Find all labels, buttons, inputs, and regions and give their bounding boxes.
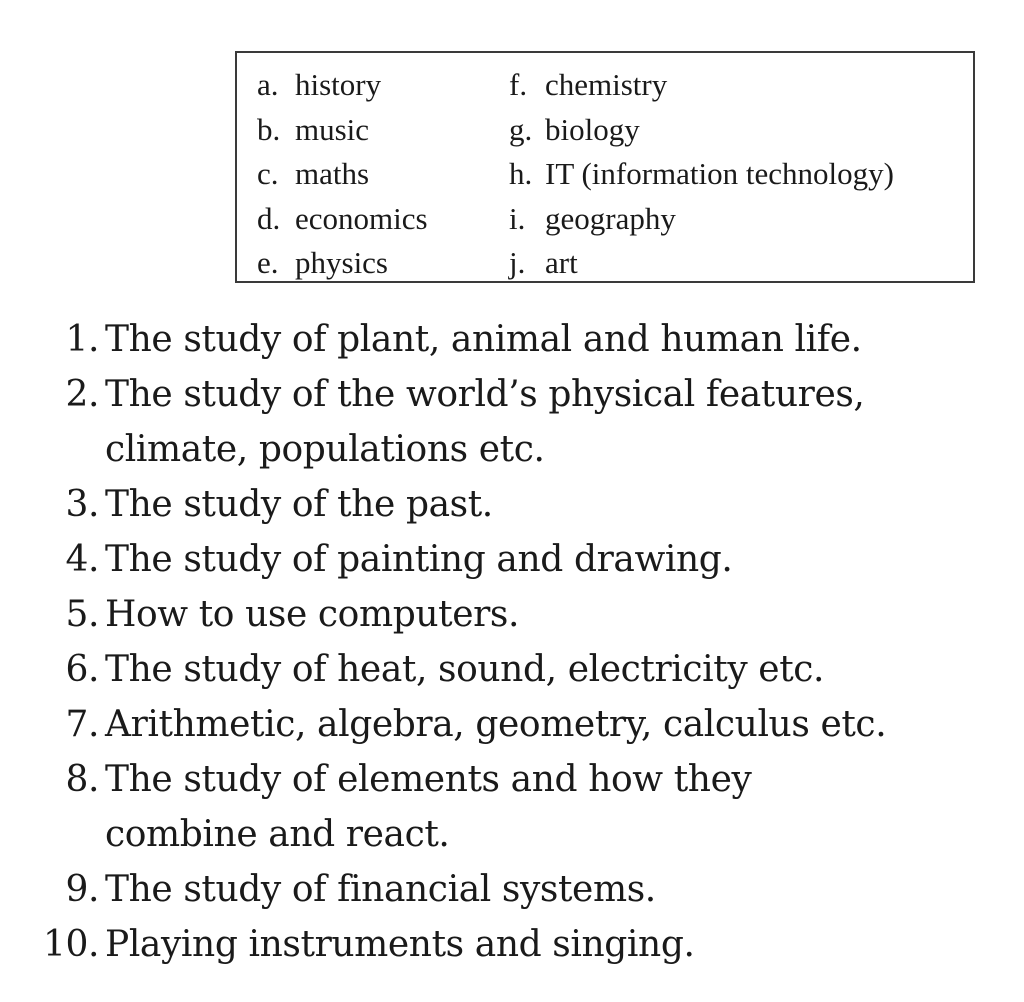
definition-number: 9. xyxy=(65,869,99,910)
definition-item xyxy=(0,312,1024,367)
definition-item xyxy=(0,642,1024,697)
definition-item xyxy=(0,477,1024,532)
definition-item xyxy=(0,367,1024,477)
word-box-item xyxy=(509,241,894,286)
definition-number: 1. xyxy=(65,319,99,360)
definition-text: The study of elements and how they combine and react. xyxy=(105,759,752,855)
item-letter: h. xyxy=(509,156,533,192)
word-box-item xyxy=(257,241,428,286)
item-word: economics xyxy=(295,200,428,236)
definition-item xyxy=(0,697,1024,752)
word-box-right-column xyxy=(509,63,894,286)
word-box-item xyxy=(509,63,894,108)
definition-item xyxy=(0,752,1024,862)
word-box-item xyxy=(509,197,894,242)
item-letter: d. xyxy=(257,200,281,236)
item-letter: e. xyxy=(257,245,279,281)
word-box-item xyxy=(257,108,428,153)
definition-text: The study of the world’s physical features, climate, populations etc. xyxy=(105,374,865,470)
item-word: music xyxy=(295,111,370,147)
item-word: biology xyxy=(545,111,640,147)
item-word: art xyxy=(545,245,578,281)
word-box-item xyxy=(257,197,428,242)
definition-text: The study of heat, sound, electricity etc. xyxy=(105,649,825,690)
item-word: geography xyxy=(545,200,676,236)
definition-number: 6. xyxy=(65,649,99,690)
item-letter: b. xyxy=(257,111,281,147)
definition-item xyxy=(0,862,1024,917)
word-box-item xyxy=(509,152,894,197)
item-letter: i. xyxy=(509,200,526,236)
word-box-item xyxy=(509,108,894,153)
definition-text: The study of the past. xyxy=(105,484,493,525)
definition-item xyxy=(0,532,1024,587)
word-box-left-column xyxy=(257,63,428,286)
definition-number: 8. xyxy=(65,759,99,800)
definition-number: 2. xyxy=(65,374,99,415)
item-letter: c. xyxy=(257,156,279,192)
item-word: physics xyxy=(295,245,388,281)
definition-number: 10. xyxy=(42,924,99,965)
subject-word-box xyxy=(235,51,975,283)
definition-text: The study of painting and drawing. xyxy=(105,539,733,580)
definition-text: How to use computers. xyxy=(105,594,520,635)
item-word: IT (information technology) xyxy=(545,156,894,192)
item-letter: a. xyxy=(257,67,279,103)
definition-number: 5. xyxy=(65,594,99,635)
definition-text: The study of plant, animal and human life. xyxy=(105,319,862,360)
item-word: chemistry xyxy=(545,67,668,103)
definition-number: 7. xyxy=(65,704,99,745)
item-letter: g. xyxy=(509,111,533,147)
word-box-item xyxy=(257,152,428,197)
word-box-item xyxy=(257,63,428,108)
item-word: history xyxy=(295,67,382,103)
definition-number: 3. xyxy=(65,484,99,525)
definition-text: The study of financial systems. xyxy=(105,869,656,910)
definition-number: 4. xyxy=(65,539,99,580)
definition-text: Arithmetic, algebra, geometry, calculus etc. xyxy=(105,704,887,745)
item-letter: j. xyxy=(509,245,526,281)
definitions-list xyxy=(0,312,1024,972)
item-letter: f. xyxy=(509,67,528,103)
definition-text: Playing instruments and singing. xyxy=(105,924,695,965)
definition-item xyxy=(0,587,1024,642)
definition-item xyxy=(0,917,1024,972)
item-word: maths xyxy=(295,156,370,192)
